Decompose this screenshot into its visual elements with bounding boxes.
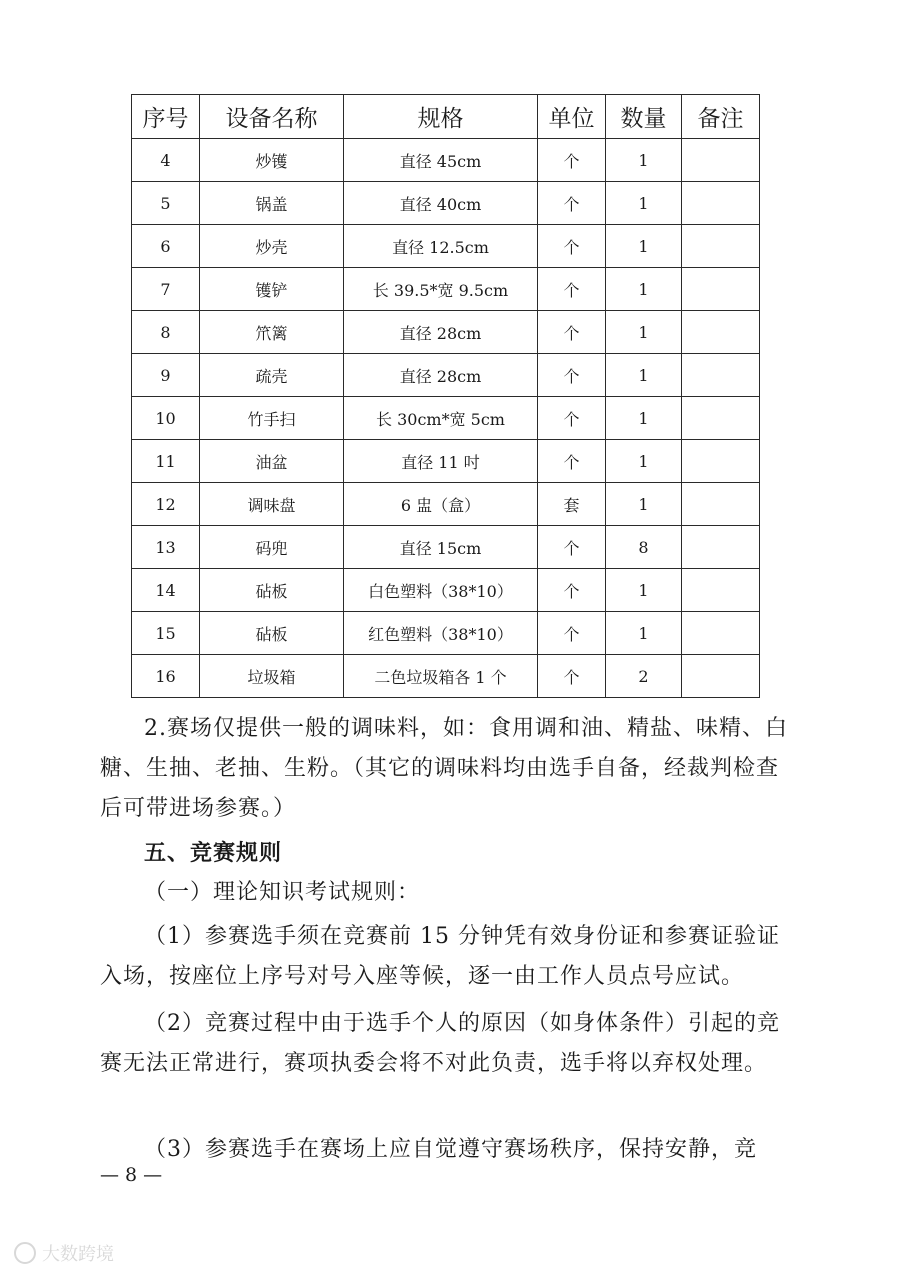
cell-qty: 1 bbox=[606, 440, 682, 483]
header-spec: 规格 bbox=[344, 95, 538, 139]
cell-qty: 1 bbox=[606, 354, 682, 397]
cell-qty: 1 bbox=[606, 612, 682, 655]
table-row bbox=[132, 612, 760, 655]
page-number: — 8 — bbox=[100, 1164, 163, 1186]
cell-seq: 8 bbox=[132, 311, 200, 354]
table-row bbox=[132, 268, 760, 311]
header-seq: 序号 bbox=[132, 95, 200, 139]
cell-unit: 个 bbox=[538, 440, 606, 483]
cell-remark bbox=[682, 225, 760, 268]
cell-name: 垃圾箱 bbox=[200, 655, 344, 698]
header-remark: 备注 bbox=[682, 95, 760, 139]
table-row bbox=[132, 139, 760, 182]
cell-seq: 10 bbox=[132, 397, 200, 440]
cell-remark bbox=[682, 612, 760, 655]
rule-1: （1）参赛选手须在竞赛前 15 分钟凭有效身份证和参赛证验证入场，按座位上序号对号入座等候，逐一由工作人员点号应试。 bbox=[100, 924, 780, 989]
section-title: 五、竞赛规则 bbox=[144, 840, 283, 866]
cell-unit: 套 bbox=[538, 483, 606, 526]
cell-remark bbox=[682, 440, 760, 483]
cell-spec: 直径 11 吋 bbox=[344, 440, 538, 483]
cell-remark bbox=[682, 354, 760, 397]
cell-unit: 个 bbox=[538, 655, 606, 698]
rule-2: （2）竞赛过程中由于选手个人的原因（如身体条件）引起的竞赛无法正常进行，赛项执委会将不对此负责，选手将以弃权处理。 bbox=[100, 1011, 780, 1076]
cell-unit: 个 bbox=[538, 354, 606, 397]
paragraph-seasoning: 2.赛场仅提供一般的调味料，如：食用调和油、精盐、味精、白糖、生抽、老抽、生粉。（其它的调味料均由选手自备，经裁判检查后可带进场参赛。） bbox=[100, 716, 788, 821]
equipment-table bbox=[131, 94, 760, 698]
cell-seq: 13 bbox=[132, 526, 200, 569]
cell-spec: 白色塑料（38*10） bbox=[344, 569, 538, 612]
cell-name: 竹手扫 bbox=[200, 397, 344, 440]
cell-remark bbox=[682, 483, 760, 526]
cell-remark bbox=[682, 397, 760, 440]
cell-name: 锅盖 bbox=[200, 182, 344, 225]
cell-qty: 1 bbox=[606, 139, 682, 182]
cell-seq: 15 bbox=[132, 612, 200, 655]
cell-remark bbox=[682, 311, 760, 354]
cell-name: 疏壳 bbox=[200, 354, 344, 397]
watermark bbox=[14, 1240, 114, 1266]
cell-qty: 8 bbox=[606, 526, 682, 569]
cell-spec: 长 39.5*宽 9.5cm bbox=[344, 268, 538, 311]
cell-unit: 个 bbox=[538, 569, 606, 612]
cell-name: 砧板 bbox=[200, 569, 344, 612]
table-row bbox=[132, 655, 760, 698]
watermark-text: 大数跨境 bbox=[42, 1244, 114, 1265]
table-row bbox=[132, 225, 760, 268]
cell-spec: 直径 28cm bbox=[344, 354, 538, 397]
cell-seq: 4 bbox=[132, 139, 200, 182]
cell-unit: 个 bbox=[538, 397, 606, 440]
cell-name: 炒壳 bbox=[200, 225, 344, 268]
cell-remark bbox=[682, 655, 760, 698]
table-row bbox=[132, 354, 760, 397]
cell-seq: 12 bbox=[132, 483, 200, 526]
cell-qty: 1 bbox=[606, 311, 682, 354]
table-row bbox=[132, 440, 760, 483]
cell-remark bbox=[682, 526, 760, 569]
rule-3: （3）参赛选手在赛场上应自觉遵守赛场秩序，保持安静，竞 bbox=[144, 1137, 757, 1162]
cell-unit: 个 bbox=[538, 139, 606, 182]
cell-spec: 二色垃圾箱各 1 个 bbox=[344, 655, 538, 698]
cell-unit: 个 bbox=[538, 526, 606, 569]
header-qty: 数量 bbox=[606, 95, 682, 139]
header-unit: 单位 bbox=[538, 95, 606, 139]
header-name: 设备名称 bbox=[200, 95, 344, 139]
cell-name: 油盆 bbox=[200, 440, 344, 483]
cell-qty: 1 bbox=[606, 397, 682, 440]
table-row bbox=[132, 569, 760, 612]
cell-seq: 5 bbox=[132, 182, 200, 225]
cell-seq: 6 bbox=[132, 225, 200, 268]
cell-qty: 2 bbox=[606, 655, 682, 698]
cell-seq: 14 bbox=[132, 569, 200, 612]
cell-qty: 1 bbox=[606, 569, 682, 612]
cell-unit: 个 bbox=[538, 311, 606, 354]
cell-name: 调味盘 bbox=[200, 483, 344, 526]
table-row bbox=[132, 483, 760, 526]
cell-unit: 个 bbox=[538, 612, 606, 655]
cell-remark bbox=[682, 268, 760, 311]
cell-unit: 个 bbox=[538, 225, 606, 268]
cell-seq: 9 bbox=[132, 354, 200, 397]
cell-spec: 直径 12.5cm bbox=[344, 225, 538, 268]
cell-remark bbox=[682, 139, 760, 182]
table-row bbox=[132, 397, 760, 440]
cell-name: 炒镬 bbox=[200, 139, 344, 182]
cell-spec: 6 盅（盒） bbox=[344, 483, 538, 526]
cell-name: 砧板 bbox=[200, 612, 344, 655]
cell-seq: 7 bbox=[132, 268, 200, 311]
cell-spec: 直径 28cm bbox=[344, 311, 538, 354]
cell-spec: 长 30cm*宽 5cm bbox=[344, 397, 538, 440]
table-row bbox=[132, 311, 760, 354]
cell-remark bbox=[682, 569, 760, 612]
watermark-logo-icon bbox=[14, 1242, 36, 1264]
table-row bbox=[132, 526, 760, 569]
cell-spec: 直径 45cm bbox=[344, 139, 538, 182]
cell-qty: 1 bbox=[606, 483, 682, 526]
cell-name: 码兜 bbox=[200, 526, 344, 569]
cell-seq: 11 bbox=[132, 440, 200, 483]
cell-qty: 1 bbox=[606, 182, 682, 225]
cell-seq: 16 bbox=[132, 655, 200, 698]
subsection-title: （一）理论知识考试规则： bbox=[144, 880, 421, 905]
table-header-row bbox=[132, 95, 760, 139]
cell-remark bbox=[682, 182, 760, 225]
cell-name: 笊篱 bbox=[200, 311, 344, 354]
cell-spec: 直径 15cm bbox=[344, 526, 538, 569]
cell-unit: 个 bbox=[538, 182, 606, 225]
table-row bbox=[132, 182, 760, 225]
cell-qty: 1 bbox=[606, 225, 682, 268]
cell-spec: 直径 40cm bbox=[344, 182, 538, 225]
cell-spec: 红色塑料（38*10） bbox=[344, 612, 538, 655]
cell-name: 镬铲 bbox=[200, 268, 344, 311]
cell-unit: 个 bbox=[538, 268, 606, 311]
cell-qty: 1 bbox=[606, 268, 682, 311]
